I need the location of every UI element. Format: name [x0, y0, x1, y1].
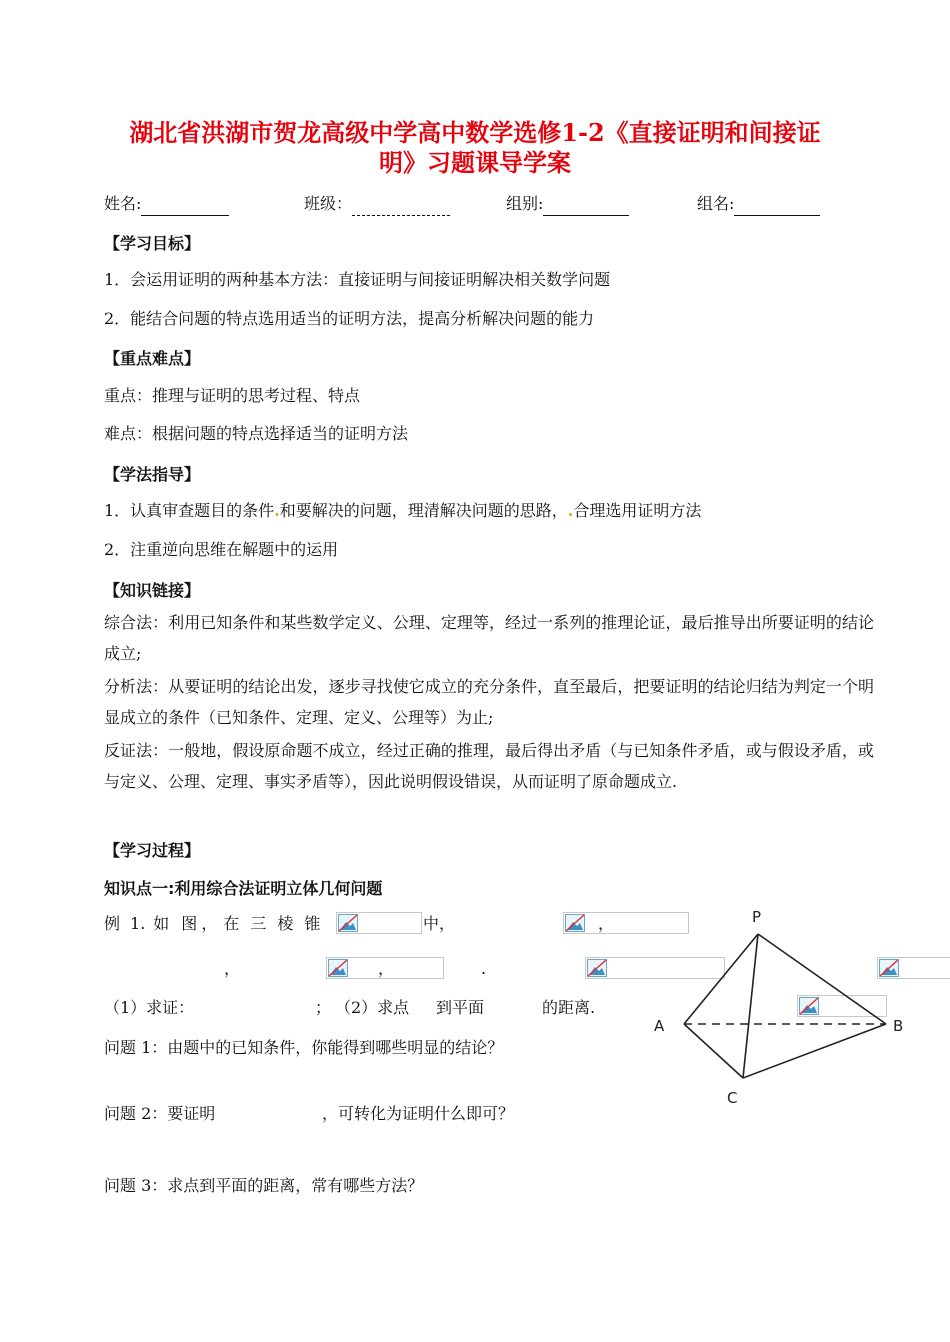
guidance-item-1-part-b: 和要解决的问题，理清解决问题的思路， [279, 501, 568, 520]
keypoints-heading: 【重点难点】 [104, 349, 201, 368]
group-name-label: 组名: [697, 194, 735, 213]
question-2-label: （2）求点 [335, 998, 410, 1017]
synthesis-method: 综合法：利用已知条件和某些数学定义、公理、定理等，经过一系列的推理论证，最后推导出所要证明的结论成立; [104, 613, 874, 663]
class-field [304, 192, 450, 216]
broken-image-icon [565, 914, 585, 932]
comma-text: ， [224, 959, 241, 978]
name-label: 姓名: [104, 194, 142, 213]
process-heading: 【学习过程】 [104, 841, 201, 860]
broken-image-icon [587, 959, 607, 977]
document-title-line2: 明》习题课导学案 [379, 148, 571, 177]
knowledge-point-1: 知识点一:利用综合法证明立体几何问题 [104, 879, 383, 898]
knowledge-heading: 【知识链接】 [104, 581, 201, 600]
guidance-heading: 【学法指导】 [104, 465, 201, 484]
group-field [506, 192, 629, 216]
question-2-b: ，可转化为证明什么即可？ [322, 1104, 515, 1123]
vertex-label-a: A [654, 1017, 665, 1035]
example-char: 在 [223, 914, 240, 933]
objective-item-1: 1．会运用证明的两种基本方法：直接证明与间接证明解决相关数学问题 [104, 270, 611, 289]
vertex-label-p: P [752, 908, 762, 926]
difficult-point: 难点：根据问题的特点选择适当的证明方法 [104, 424, 409, 443]
example-char: 如 [153, 914, 170, 933]
vertex-label-b: B [893, 1017, 904, 1035]
objective-item-2: 2．能结合问题的特点选用适当的证明方法，提高分析解决问题的能力 [104, 309, 595, 328]
guidance-item-1-part-c: 合理选用证明方法 [573, 501, 702, 520]
group-name-blank [734, 197, 820, 216]
analysis-method: 分析法：从要证明的结论出发，逐步寻找使它成立的充分条件，直至最后，把要证明的结论归结为判定一个明显成立的条件（已知条件、定理、定义、公理等）为止; [104, 677, 874, 727]
edge-cb [743, 1024, 886, 1078]
contradiction-method: 反证法：一般地，假设原命题不成立，经过正确的推理，最后得出矛盾（与已知条件矛盾，或与假设矛盾，或与定义、公理、定理、事实矛盾等），因此说明假设错误，从而证明了原命题成立. [104, 741, 874, 791]
edge-pa [684, 934, 758, 1024]
key-point: 重点：推理与证明的思考过程、特点 [104, 386, 361, 405]
group-blank [543, 197, 629, 216]
formula-image-placeholder [336, 912, 422, 934]
class-label: 班级： [304, 194, 353, 213]
example-char: 图 [181, 914, 198, 933]
comma-text: ， [598, 914, 615, 933]
document-title-line1: 湖北省洪湖市贺龙高级中学高中数学选修1-2《直接证明和间接证 [129, 118, 821, 147]
objectives-heading: 【学习目标】 [104, 234, 201, 253]
question-2-a: 问题 2：要证明 [104, 1104, 216, 1123]
comma-text: ， [378, 959, 395, 978]
class-blank [352, 197, 450, 216]
to-plane-text: 到平面 [436, 998, 485, 1017]
dot-mark: . [274, 501, 280, 520]
example-mid-text: 中， [423, 914, 456, 933]
example-char: 三 [250, 914, 267, 933]
name-blank [141, 197, 229, 216]
semicolon-text: ； [315, 998, 332, 1017]
name-field [104, 192, 229, 216]
group-label: 组别: [506, 194, 544, 213]
example-char: 锥 [304, 914, 321, 933]
question-3: 问题 3：求点到平面的距离，常有哪些方法？ [104, 1176, 424, 1195]
guidance-item-1-part-a: 1．认真审查题目的条件 [104, 501, 275, 520]
question-1: 问题 1：由题中的已知条件，你能得到哪些明显的结论？ [104, 1038, 504, 1057]
period-text: . [481, 959, 487, 978]
question-1-label: （1）求证： [104, 998, 195, 1017]
example-char: ， [201, 914, 218, 933]
edge-pb [758, 934, 886, 1024]
edge-ac [684, 1024, 743, 1078]
broken-image-icon [338, 914, 358, 932]
group-name-field [697, 192, 820, 216]
broken-image-icon [328, 959, 348, 977]
distance-text: 的距离. [542, 998, 596, 1017]
vertex-label-c: C [727, 1089, 738, 1107]
example-char: 1. [130, 914, 146, 933]
dot-mark: . [567, 501, 574, 520]
guidance-item-1 [104, 499, 701, 523]
edge-pc [743, 934, 758, 1078]
example-char: 棱 [277, 914, 294, 933]
pyramid-figure [640, 900, 920, 1110]
guidance-item-2: 2．注重逆向思维在解题中的运用 [104, 540, 339, 559]
example-char: 例 [104, 914, 121, 933]
